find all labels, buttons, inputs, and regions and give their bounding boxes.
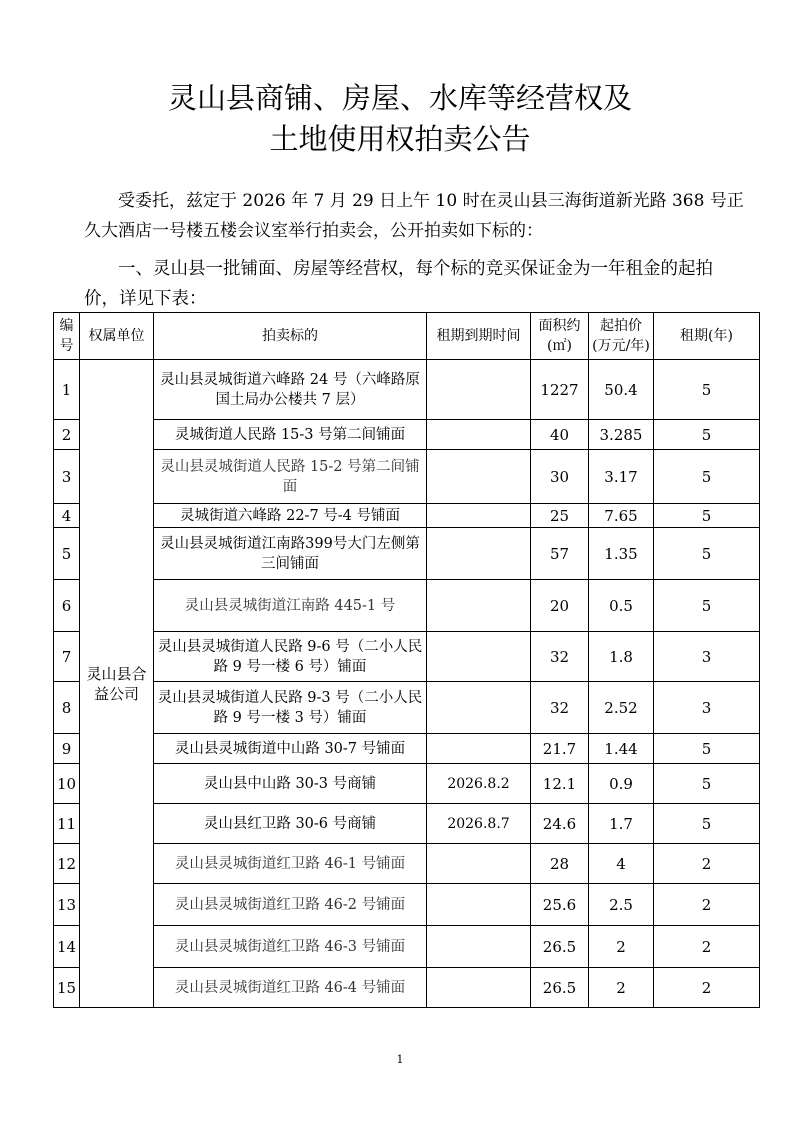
cell-term: 2 xyxy=(654,926,760,968)
cell-price: 7.65 xyxy=(589,504,654,528)
cell-price: 3.17 xyxy=(589,450,654,504)
cell-term: 5 xyxy=(654,504,760,528)
cell-item: 灵山县灵城街道红卫路 46-2 号铺面 xyxy=(154,884,427,926)
header-area: 面积约(㎡) xyxy=(531,313,589,360)
header-item: 拍卖标的 xyxy=(154,313,427,360)
cell-item: 灵山县灵城街道红卫路 46-4 号铺面 xyxy=(154,968,427,1008)
page-title-line-1: 灵山县商铺、房屋、水库等经营权及 xyxy=(167,81,632,115)
cell-area: 12.1 xyxy=(531,764,589,804)
cell-no: 11 xyxy=(54,804,80,844)
cell-no: 10 xyxy=(54,764,80,804)
table-row xyxy=(54,764,760,804)
cell-price: 2 xyxy=(589,926,654,968)
cell-price: 0.5 xyxy=(589,580,654,632)
cell-term: 5 xyxy=(654,580,760,632)
auction-items-table xyxy=(53,312,760,1008)
section-1-heading: 一、灵山县一批铺面、房屋等经营权，每个标的竞买保证金为一年租金的起拍价，详见下表： xyxy=(84,259,713,309)
table-row xyxy=(54,580,760,632)
cell-price: 50.4 xyxy=(589,360,654,420)
table-row xyxy=(54,804,760,844)
cell-no: 12 xyxy=(54,844,80,884)
cell-term: 2 xyxy=(654,968,760,1008)
intro-paragraph: 受委托，兹定于 2026 年 7 月 29 日上午 10 时在灵山县三海街道新光路 368 号正久大酒店一号楼五楼会议室举行拍卖会，公开拍卖如下标的： xyxy=(84,191,744,241)
cell-item: 灵城街道六峰路 22-7 号-4 号铺面 xyxy=(154,504,427,528)
cell-item: 灵山县灵城街道人民路 9-6 号（二小人民路 9 号一楼 6 号）铺面 xyxy=(154,632,427,682)
cell-no: 3 xyxy=(54,450,80,504)
cell-area: 32 xyxy=(531,682,589,734)
table-row xyxy=(54,844,760,884)
cell-term: 2 xyxy=(654,844,760,884)
table-row xyxy=(54,504,760,528)
cell-item: 灵山县灵城街道人民路 15-2 号第二间铺面 xyxy=(154,450,427,504)
cell-item: 灵山县灵城街道六峰路 24 号（六峰路原国土局办公楼共 7 层） xyxy=(154,360,427,420)
cell-price: 2.5 xyxy=(589,884,654,926)
cell-no: 13 xyxy=(54,884,80,926)
cell-area: 24.6 xyxy=(531,804,589,844)
cell-no: 7 xyxy=(54,632,80,682)
cell-area: 25 xyxy=(531,504,589,528)
cell-expiry xyxy=(427,682,531,734)
cell-area: 30 xyxy=(531,450,589,504)
cell-no: 4 xyxy=(54,504,80,528)
page-number: 1 xyxy=(396,1053,404,1066)
cell-expiry xyxy=(427,968,531,1008)
cell-no: 6 xyxy=(54,580,80,632)
table-row xyxy=(54,734,760,764)
cell-term: 5 xyxy=(654,764,760,804)
cell-price: 2 xyxy=(589,968,654,1008)
cell-item: 灵城街道人民路 15-3 号第二间铺面 xyxy=(154,420,427,450)
cell-expiry xyxy=(427,504,531,528)
cell-price: 4 xyxy=(589,844,654,884)
cell-expiry: 2026.8.2 xyxy=(427,764,531,804)
table-row xyxy=(54,450,760,504)
cell-term: 5 xyxy=(654,804,760,844)
cell-item: 灵山县灵城街道红卫路 46-1 号铺面 xyxy=(154,844,427,884)
header-price: 起拍价(万元/年) xyxy=(589,313,654,360)
cell-expiry xyxy=(427,580,531,632)
page-title-line-2: 土地使用权拍卖公告 xyxy=(269,122,531,156)
table-row xyxy=(54,884,760,926)
cell-owner: 灵山县合益公司 xyxy=(80,360,154,1008)
cell-expiry xyxy=(427,528,531,580)
cell-area: 57 xyxy=(531,528,589,580)
cell-price: 1.7 xyxy=(589,804,654,844)
cell-expiry: 2026.8.7 xyxy=(427,804,531,844)
cell-expiry xyxy=(427,844,531,884)
cell-item: 灵山县灵城街道红卫路 46-3 号铺面 xyxy=(154,926,427,968)
cell-expiry xyxy=(427,632,531,682)
cell-price: 1.35 xyxy=(589,528,654,580)
cell-area: 20 xyxy=(531,580,589,632)
cell-no: 8 xyxy=(54,682,80,734)
table-row xyxy=(54,968,760,1008)
cell-price: 2.52 xyxy=(589,682,654,734)
cell-item: 灵山县中山路 30-3 号商铺 xyxy=(154,764,427,804)
cell-term: 5 xyxy=(654,420,760,450)
cell-expiry xyxy=(427,734,531,764)
cell-no: 9 xyxy=(54,734,80,764)
cell-item: 灵山县灵城街道江南路399号大门左侧第三间铺面 xyxy=(154,528,427,580)
cell-expiry xyxy=(427,884,531,926)
cell-area: 26.5 xyxy=(531,968,589,1008)
cell-area: 32 xyxy=(531,632,589,682)
cell-no: 5 xyxy=(54,528,80,580)
table-header-row xyxy=(54,313,760,360)
table-row xyxy=(54,682,760,734)
header-no: 编号 xyxy=(54,313,80,360)
table-row xyxy=(54,420,760,450)
cell-no: 14 xyxy=(54,926,80,968)
cell-price: 0.9 xyxy=(589,764,654,804)
cell-expiry xyxy=(427,360,531,420)
cell-area: 21.7 xyxy=(531,734,589,764)
cell-area: 40 xyxy=(531,420,589,450)
cell-term: 5 xyxy=(654,528,760,580)
header-owner: 权属单位 xyxy=(80,313,154,360)
table-row xyxy=(54,528,760,580)
cell-term: 5 xyxy=(654,360,760,420)
cell-expiry xyxy=(427,926,531,968)
cell-area: 1227 xyxy=(531,360,589,420)
cell-term: 3 xyxy=(654,632,760,682)
cell-item: 灵山县灵城街道中山路 30-7 号铺面 xyxy=(154,734,427,764)
cell-area: 25.6 xyxy=(531,884,589,926)
cell-no: 1 xyxy=(54,360,80,420)
cell-area: 28 xyxy=(531,844,589,884)
table-row xyxy=(54,926,760,968)
cell-price: 1.44 xyxy=(589,734,654,764)
cell-item: 灵山县灵城街道人民路 9-3 号（二小人民路 9 号一楼 3 号）铺面 xyxy=(154,682,427,734)
header-term: 租期(年) xyxy=(654,313,760,360)
table-row xyxy=(54,632,760,682)
cell-item: 灵山县红卫路 30-6 号商铺 xyxy=(154,804,427,844)
cell-term: 2 xyxy=(654,884,760,926)
cell-no: 15 xyxy=(54,968,80,1008)
cell-expiry xyxy=(427,450,531,504)
cell-term: 5 xyxy=(654,734,760,764)
cell-expiry xyxy=(427,420,531,450)
cell-no: 2 xyxy=(54,420,80,450)
table-row xyxy=(54,360,760,420)
cell-area: 26.5 xyxy=(531,926,589,968)
cell-term: 5 xyxy=(654,450,760,504)
cell-item: 灵山县灵城街道江南路 445-1 号 xyxy=(154,580,427,632)
cell-price: 3.285 xyxy=(589,420,654,450)
cell-price: 1.8 xyxy=(589,632,654,682)
header-expiry: 租期到期时间 xyxy=(427,313,531,360)
cell-term: 3 xyxy=(654,682,760,734)
